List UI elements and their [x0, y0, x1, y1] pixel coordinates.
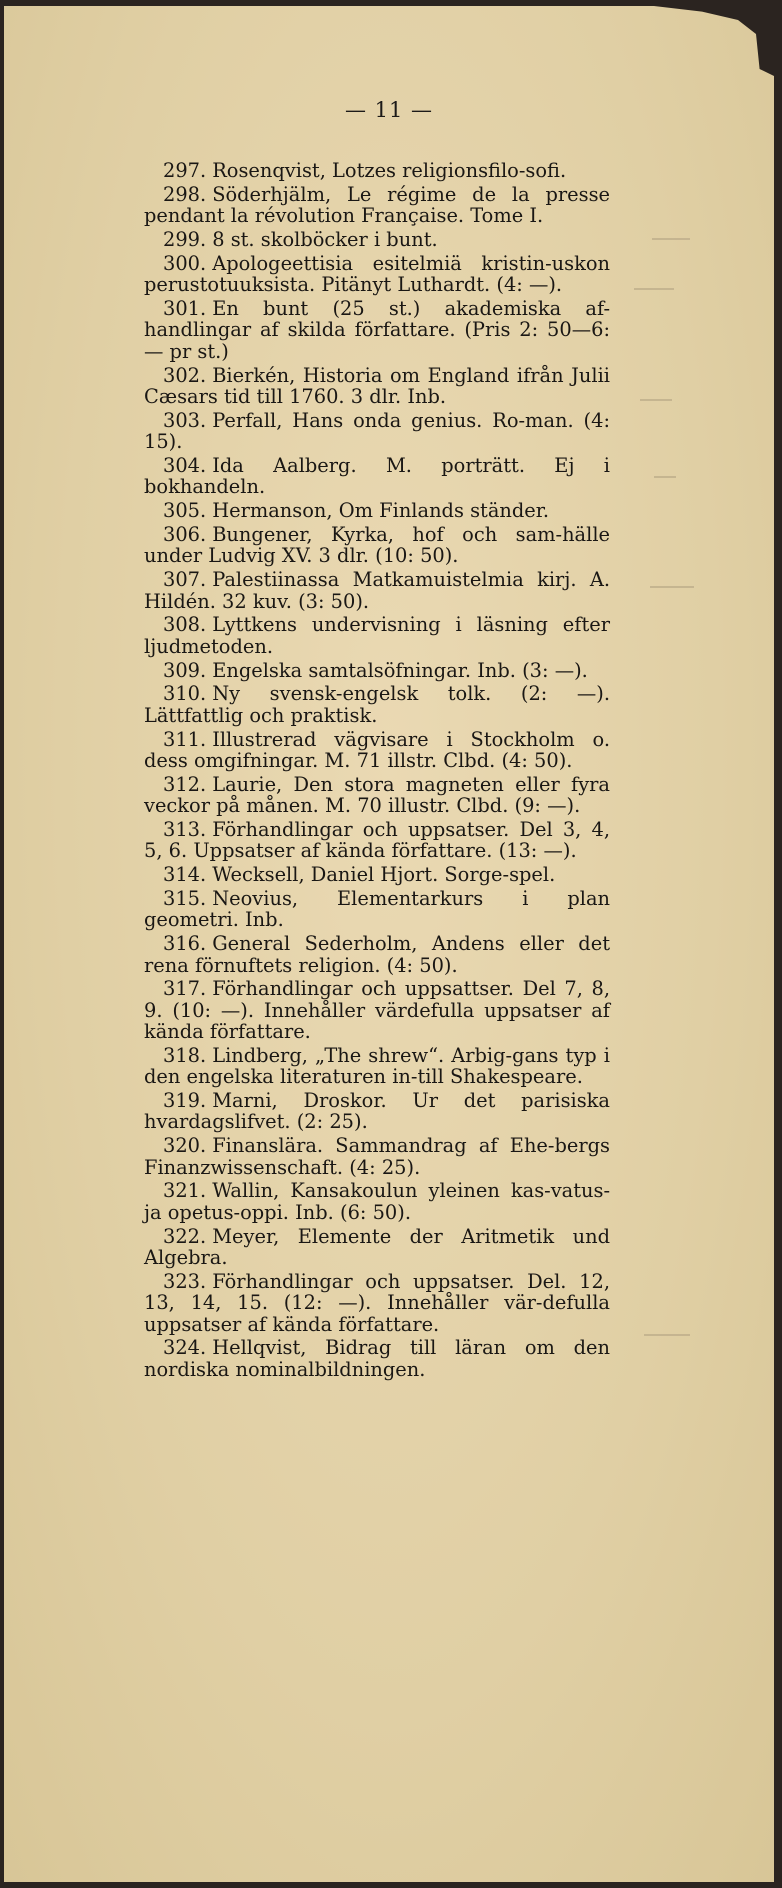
entry-number: 324. [163, 1336, 207, 1360]
catalog-entry [144, 729, 610, 772]
catalog-entry [144, 229, 610, 250]
entry-number: 317. [163, 977, 207, 1001]
catalog-entry [144, 888, 610, 931]
entry-text: Palestiinassa Matkamuistelmia kirj. A. Hildén. 32 kuv. (3: 50). [144, 568, 610, 613]
margin-mark [654, 476, 676, 478]
entry-text: En bunt (25 st.) akademiska af-handlingar af skilda författare. (Pris 2: 50—6: — pr st.) [144, 297, 610, 363]
catalog-entry [144, 160, 610, 181]
entry-text: Förhandlingar och uppsattser. Del 7, 8, 9. (10: —). Innehåller värdefulla uppsatser af kända författare. [144, 977, 610, 1044]
entry-text: Illustrerad vägvisare i Stockholm o. dess omgifningar. M. 71 illstr. Clbd. (4: 50). [144, 727, 610, 772]
catalog-entry [144, 569, 610, 612]
catalog-entry [144, 1135, 610, 1178]
entry-text: Förhandlingar och uppsatser. Del 3, 4, 5, 6. Uppsatser af kända författare. (13: —). [144, 817, 610, 863]
entry-text: Lyttkens undervisning i läsning efter ljudmetoden. [144, 613, 610, 658]
catalog-entry [144, 978, 610, 1042]
catalog-entry [144, 933, 610, 976]
entry-text: Perfall, Hans onda genius. Ro-man. (4: 15). [144, 408, 610, 454]
catalog-entry [144, 410, 610, 453]
catalog-entry [144, 500, 610, 521]
catalog-entry [144, 660, 610, 681]
entry-number: 298. [163, 182, 207, 206]
entry-number: 315. [163, 887, 207, 910]
entry-number: 306. [163, 523, 207, 546]
entry-number: 314. [163, 863, 207, 887]
entry-text: Meyer, Elemente der Aritmetik und Algebra. [144, 1224, 610, 1269]
entry-number: 311. [163, 727, 207, 751]
entry-text: Hellqvist, Bidrag till läran om den nordiska nominalbildningen. [144, 1336, 610, 1381]
entry-text: Wallin, Kansakoulun yleinen kas-vatus- ja opetus-oppi. Inb. (6: 50). [144, 1179, 610, 1224]
catalog-entry [144, 184, 610, 227]
entry-number: 310. [163, 682, 207, 706]
entry-number: 309. [163, 658, 207, 682]
entry-text: Laurie, Den stora magneten eller fyra veckor på månen. M. 70 illustr. Clbd. (9: —). [144, 772, 610, 818]
entry-text: Söderhjälm, Le régime de la presse pendant la révolution Française. Tome I. [144, 182, 610, 228]
entry-number: 304. [163, 453, 207, 477]
entry-text: Engelska samtalsöfningar. Inb. (3: —). [212, 658, 588, 682]
catalog-entry [144, 819, 610, 862]
entry-text: Ida Aalberg. M. porträtt. Ej i bokhandeln. [144, 453, 610, 499]
entry-text: General Sederholm, Andens eller det rena förnuftets religion. (4: 50). [144, 932, 610, 977]
catalog-entry [144, 1226, 610, 1269]
entry-number: 307. [163, 568, 207, 592]
catalog-entry [144, 253, 610, 296]
entry-text: Apologeettisia esitelmiä kristin-uskon perustotuuksista. Pitänyt Luthardt. (4: —). [144, 251, 610, 297]
entry-text: Neovius, Elementarkurs i plan geometri. Inb. [144, 887, 610, 932]
entry-number: 301. [163, 297, 207, 321]
margin-mark [644, 1334, 690, 1336]
entry-number: 297. [163, 159, 207, 182]
catalog-entry [144, 524, 610, 567]
catalog-entry [144, 365, 610, 408]
book-page [4, 6, 774, 1882]
entry-text: 8 st. skolböcker i bunt. [212, 228, 438, 252]
catalog-entries [144, 160, 610, 1383]
entry-number: 322. [163, 1224, 207, 1248]
margin-mark [652, 238, 690, 240]
entry-number: 303. [163, 408, 207, 432]
catalog-entry [144, 1271, 610, 1335]
entry-text: Ny svensk-engelsk tolk. (2: —). Lättfattlig och praktisk. [144, 682, 610, 727]
catalog-entry [144, 864, 610, 885]
catalog-entry [144, 1090, 610, 1133]
entry-number: 305. [163, 499, 207, 523]
entry-text: Marni, Droskor. Ur det parisiska hvardagslifvet. (2: 25). [144, 1089, 610, 1134]
margin-mark [650, 586, 694, 588]
entry-number: 308. [163, 613, 207, 637]
entry-number: 321. [163, 1179, 207, 1203]
catalog-entry [144, 1180, 610, 1223]
catalog-entry [144, 1337, 610, 1380]
catalog-entry [144, 1045, 610, 1088]
entry-text: Bierkén, Historia om England ifrån Julii Cæsars tid till 1760. 3 dlr. Inb. [144, 363, 610, 408]
entry-text: Finanslära. Sammandrag af Ehe-bergs Finanzwissenschaft. (4: 25). [144, 1134, 610, 1179]
entry-number: 312. [163, 772, 207, 796]
entry-text: Förhandlingar och uppsatser. Del. 12, 13, 14, 15. (12: —). Innehåller vär-defulla uppsatser af kända författare. [144, 1269, 610, 1336]
entry-number: 316. [163, 932, 207, 956]
entry-number: 300. [163, 251, 207, 275]
entry-text: Hermanson, Om Finlands ständer. [212, 499, 550, 523]
catalog-entry [144, 683, 610, 726]
entry-text: Rosenqvist, Lotzes religionsfilo-sofi. [212, 159, 567, 182]
catalog-entry [144, 774, 610, 817]
page-number: — 11 — [344, 98, 434, 122]
torn-corner [654, 6, 774, 76]
entry-number: 299. [163, 228, 207, 252]
entry-number: 313. [163, 817, 207, 841]
catalog-entry [144, 298, 610, 362]
entry-text: Lindberg, „The shrew“. Arbig-gans typ i den engelska literaturen in-till Shakespeare. [144, 1043, 610, 1089]
entry-number: 323. [163, 1269, 207, 1293]
entry-number: 302. [163, 363, 207, 387]
entry-number: 320. [163, 1134, 207, 1158]
entry-number: 319. [163, 1089, 207, 1113]
margin-mark [634, 288, 674, 290]
entry-text: Bungener, Kyrka, hof och sam-hälle under Ludvig XV. 3 dlr. (10: 50). [144, 523, 610, 568]
entry-text: Wecksell, Daniel Hjort. Sorge-spel. [212, 863, 556, 887]
margin-mark [640, 399, 672, 401]
catalog-entry [144, 614, 610, 657]
entry-number: 318. [163, 1043, 207, 1067]
catalog-entry [144, 455, 610, 498]
